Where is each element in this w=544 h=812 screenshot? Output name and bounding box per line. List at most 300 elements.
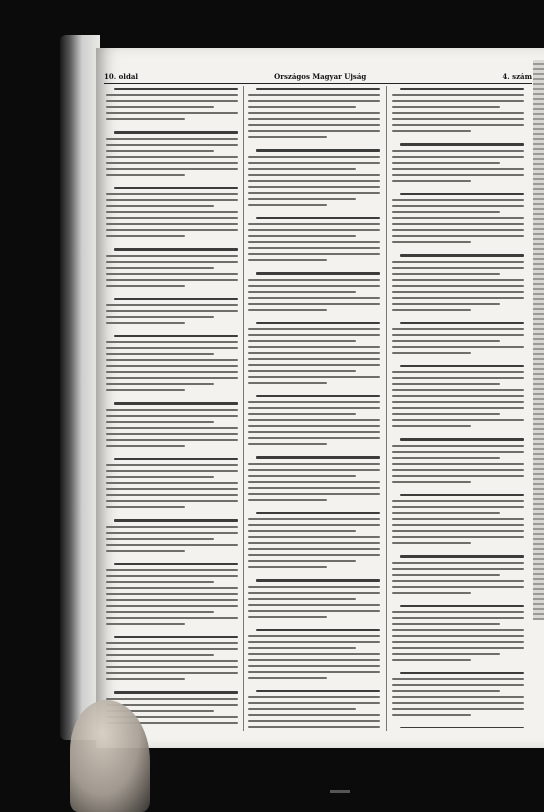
text-line [392, 273, 500, 275]
paragraph-gap [392, 431, 524, 438]
text-line [392, 352, 471, 354]
text-line [248, 229, 380, 231]
footer-mark [330, 790, 350, 793]
text-line [392, 383, 500, 385]
text-line [106, 482, 238, 484]
text-line [392, 156, 524, 158]
text-line [106, 445, 185, 447]
text-line [106, 174, 185, 176]
paragraph-gap [248, 572, 380, 579]
text-line [400, 193, 524, 195]
text-line [392, 475, 524, 477]
paragraph-gap [106, 124, 238, 131]
next-page-edge [533, 60, 544, 620]
text-line [392, 407, 524, 409]
text-line [248, 346, 380, 348]
text-line [248, 647, 356, 649]
text-line [248, 407, 380, 409]
text-line [248, 425, 380, 427]
text-line [106, 316, 214, 318]
paragraph-gap [392, 548, 524, 555]
text-line [256, 149, 380, 151]
text-line [392, 542, 471, 544]
text-line [392, 524, 524, 526]
text-line [114, 402, 238, 404]
text-line [248, 487, 380, 489]
text-line [248, 554, 380, 556]
text-line [114, 335, 238, 337]
text-line [114, 563, 238, 565]
text-line [106, 150, 214, 152]
text-line [106, 532, 238, 534]
paragraph-gap [248, 622, 380, 629]
text-column-2 [248, 88, 380, 728]
text-line [106, 156, 238, 158]
text-line [392, 500, 524, 502]
text-line [400, 322, 524, 324]
text-line [256, 272, 380, 274]
paragraph-gap [392, 186, 524, 193]
text-line [392, 334, 524, 336]
text-line [248, 112, 380, 114]
text-line [256, 88, 380, 90]
text-line [392, 106, 500, 108]
text-line [392, 629, 524, 631]
text-line [114, 187, 238, 189]
text-line [392, 445, 524, 447]
column-divider [386, 86, 387, 731]
text-line [106, 377, 238, 379]
text-line [392, 518, 524, 520]
text-line [106, 144, 238, 146]
text-line [248, 536, 380, 538]
text-line [256, 395, 380, 397]
text-line [392, 413, 500, 415]
text-line [106, 605, 238, 607]
paragraph-gap [106, 684, 238, 691]
text-line [248, 635, 380, 637]
text-line [106, 476, 214, 478]
text-line [248, 542, 380, 544]
text-line [400, 672, 524, 674]
text-line [106, 654, 214, 656]
text-line [106, 94, 238, 96]
text-line [392, 708, 524, 710]
text-line [106, 347, 238, 349]
text-line [392, 371, 524, 373]
text-line [106, 470, 238, 472]
text-line [248, 499, 327, 501]
text-line [392, 205, 524, 207]
text-line [106, 666, 238, 668]
text-line [248, 641, 380, 643]
text-line [392, 285, 524, 287]
text-line [248, 309, 327, 311]
paragraph-gap [392, 315, 524, 322]
text-line [114, 691, 238, 693]
text-line [248, 174, 380, 176]
book-spine-edge [60, 35, 100, 740]
text-line [106, 421, 214, 423]
text-line [106, 138, 238, 140]
text-line [392, 297, 524, 299]
text-line [392, 457, 500, 459]
text-line [114, 131, 238, 133]
text-line [106, 587, 238, 589]
text-line [392, 377, 524, 379]
text-line [392, 419, 524, 421]
text-line [248, 118, 380, 120]
text-line [248, 279, 380, 281]
text-line [106, 698, 238, 700]
text-line [106, 433, 238, 435]
text-line [248, 586, 380, 588]
text-line [248, 297, 380, 299]
text-column-3 [392, 88, 524, 728]
text-line [392, 303, 500, 305]
text-line [114, 519, 238, 521]
newspaper-title: Országos Magyar Ujság [274, 71, 367, 81]
paragraph-gap [248, 449, 380, 456]
issue-number: 4. szám [502, 71, 532, 81]
text-line [106, 261, 238, 263]
paragraph-gap [392, 720, 524, 727]
text-line [392, 530, 524, 532]
text-line [106, 255, 238, 257]
text-line [256, 629, 380, 631]
text-line [248, 598, 356, 600]
text-line [248, 94, 380, 96]
text-line [106, 100, 238, 102]
paragraph-gap [392, 487, 524, 494]
text-line [106, 494, 238, 496]
text-line [392, 580, 524, 582]
text-line [106, 526, 238, 528]
text-line [392, 451, 524, 453]
text-line [392, 611, 524, 613]
page-header [104, 70, 532, 82]
text-line [114, 88, 238, 90]
text-line [248, 186, 380, 188]
text-line [248, 659, 380, 661]
text-line [106, 569, 238, 571]
text-line [248, 180, 380, 182]
text-line [106, 267, 214, 269]
text-line [106, 310, 238, 312]
text-line [248, 340, 356, 342]
text-line [392, 678, 524, 680]
text-line [106, 544, 238, 546]
text-line [400, 88, 524, 90]
text-line [248, 358, 380, 360]
text-line [106, 223, 238, 225]
text-line [392, 241, 471, 243]
text-line [106, 427, 238, 429]
paragraph-gap [248, 315, 380, 322]
text-line [392, 340, 500, 342]
text-line [248, 328, 380, 330]
paragraph-gap [106, 291, 238, 298]
text-line [248, 204, 327, 206]
text-line [248, 548, 380, 550]
text-line [256, 690, 380, 692]
text-column-1 [106, 88, 238, 728]
text-line [392, 291, 524, 293]
text-line [106, 409, 238, 411]
text-line [248, 223, 380, 225]
text-line [106, 506, 185, 508]
text-line [248, 124, 380, 126]
text-line [256, 322, 380, 324]
paragraph-gap [248, 388, 380, 395]
paragraph-gap [248, 505, 380, 512]
text-line [106, 488, 238, 490]
text-line [256, 512, 380, 514]
text-line [248, 714, 380, 716]
text-line [248, 168, 356, 170]
paragraph-gap [392, 247, 524, 254]
paragraph-gap [106, 556, 238, 563]
text-line [248, 475, 356, 477]
text-line [400, 143, 524, 145]
text-line [392, 124, 524, 126]
text-line [248, 130, 380, 132]
text-line [248, 247, 380, 249]
text-line [106, 611, 214, 613]
text-line [392, 714, 471, 716]
text-line [400, 438, 524, 440]
text-line [106, 106, 214, 108]
text-line [248, 702, 380, 704]
text-line [392, 168, 524, 170]
text-line [392, 235, 524, 237]
text-line [392, 481, 471, 483]
text-line [106, 235, 185, 237]
text-line [248, 352, 380, 354]
text-line [392, 653, 500, 655]
text-line [114, 298, 238, 300]
text-line [392, 536, 524, 538]
text-line [248, 616, 327, 618]
text-line [106, 672, 238, 674]
text-line [400, 494, 524, 496]
text-line [392, 592, 471, 594]
page-number-left: 10. oldal [104, 71, 139, 81]
text-line [392, 659, 471, 661]
text-line [106, 415, 238, 417]
text-line [392, 223, 524, 225]
paragraph-gap [106, 451, 238, 458]
text-line [248, 285, 380, 287]
text-line [400, 555, 524, 557]
text-line [106, 617, 238, 619]
text-line [248, 530, 356, 532]
text-line [248, 708, 356, 710]
text-line [248, 382, 327, 384]
text-line [392, 562, 524, 564]
text-line [248, 241, 380, 243]
text-line [392, 130, 471, 132]
text-line [106, 341, 238, 343]
text-line [106, 575, 238, 577]
paragraph-gap [248, 210, 380, 217]
text-line [106, 371, 238, 373]
text-line [248, 259, 327, 261]
paragraph-gap [106, 395, 238, 402]
text-line [392, 211, 500, 213]
text-line [392, 162, 500, 164]
text-line [400, 365, 524, 367]
text-line [106, 648, 238, 650]
text-line [256, 579, 380, 581]
column-divider [243, 86, 244, 731]
text-line [248, 560, 356, 562]
text-line [400, 605, 524, 607]
text-line [248, 370, 356, 372]
text-line [106, 205, 214, 207]
text-line [392, 174, 524, 176]
text-line [392, 346, 524, 348]
text-line [106, 199, 238, 201]
text-line [400, 254, 524, 256]
text-line [114, 458, 238, 460]
text-line [106, 353, 214, 355]
text-line [392, 574, 500, 576]
text-line [114, 636, 238, 638]
text-line [106, 593, 238, 595]
text-line [392, 100, 524, 102]
text-line [392, 696, 524, 698]
text-line [248, 100, 380, 102]
paragraph-gap [392, 136, 524, 143]
text-line [106, 112, 238, 114]
text-line [392, 328, 524, 330]
paragraph-gap [392, 665, 524, 672]
text-line [106, 383, 214, 385]
text-line [248, 198, 356, 200]
text-line [392, 690, 500, 692]
text-line [248, 443, 327, 445]
text-line [248, 653, 380, 655]
text-line [256, 456, 380, 458]
text-line [248, 136, 327, 138]
text-line [106, 217, 238, 219]
text-line [392, 647, 524, 649]
text-line [248, 376, 380, 378]
paragraph-gap [106, 629, 238, 636]
text-line [248, 604, 380, 606]
text-line [248, 463, 380, 465]
paragraph-gap [248, 265, 380, 272]
text-line [392, 199, 524, 201]
header-rule [104, 83, 532, 84]
text-line [248, 469, 380, 471]
text-line [106, 322, 185, 324]
paragraph-gap [106, 180, 238, 187]
text-line [106, 279, 238, 281]
text-line [392, 389, 524, 391]
text-line [106, 538, 214, 540]
text-line [106, 304, 238, 306]
paragraph-gap [106, 241, 238, 248]
text-line [106, 642, 238, 644]
text-line [248, 401, 380, 403]
text-line [248, 253, 380, 255]
text-line [248, 671, 380, 673]
paragraph-gap [392, 358, 524, 365]
text-line [106, 162, 238, 164]
text-line [248, 419, 380, 421]
text-line [248, 431, 380, 433]
text-line [248, 677, 327, 679]
text-line [392, 702, 524, 704]
text-line [248, 610, 380, 612]
text-line [392, 463, 524, 465]
text-line [106, 273, 238, 275]
text-line [392, 118, 524, 120]
text-line [248, 235, 356, 237]
text-line [106, 500, 238, 502]
text-line [106, 285, 185, 287]
text-line [392, 267, 524, 269]
text-line [106, 359, 238, 361]
text-line [248, 493, 380, 495]
text-line [106, 550, 185, 552]
text-line [106, 193, 238, 195]
text-line [106, 660, 238, 662]
text-line [248, 592, 380, 594]
text-line [248, 291, 356, 293]
text-line [106, 439, 238, 441]
text-line [248, 720, 380, 722]
text-line [392, 217, 524, 219]
text-line [392, 180, 471, 182]
text-line [392, 309, 471, 311]
text-line [106, 464, 238, 466]
text-line [248, 726, 380, 728]
text-line [256, 217, 380, 219]
text-line [392, 617, 524, 619]
text-line [106, 678, 185, 680]
text-line [106, 168, 238, 170]
text-line [248, 481, 380, 483]
text-line [392, 469, 524, 471]
text-line [392, 623, 500, 625]
text-line [114, 248, 238, 250]
text-line [392, 586, 524, 588]
text-line [248, 437, 380, 439]
text-line [106, 211, 238, 213]
text-line [248, 303, 380, 305]
text-line [106, 599, 238, 601]
text-line [392, 568, 524, 570]
text-line [392, 261, 524, 263]
text-line [248, 156, 380, 158]
text-line [106, 623, 185, 625]
text-line [248, 518, 380, 520]
text-line [106, 389, 185, 391]
text-line [248, 192, 380, 194]
text-line [392, 279, 524, 281]
paragraph-gap [106, 328, 238, 335]
text-line [248, 334, 380, 336]
text-line [392, 401, 524, 403]
text-line [392, 395, 524, 397]
text-line [248, 665, 380, 667]
text-line [392, 150, 524, 152]
text-line [106, 704, 238, 706]
paragraph-gap [106, 512, 238, 519]
